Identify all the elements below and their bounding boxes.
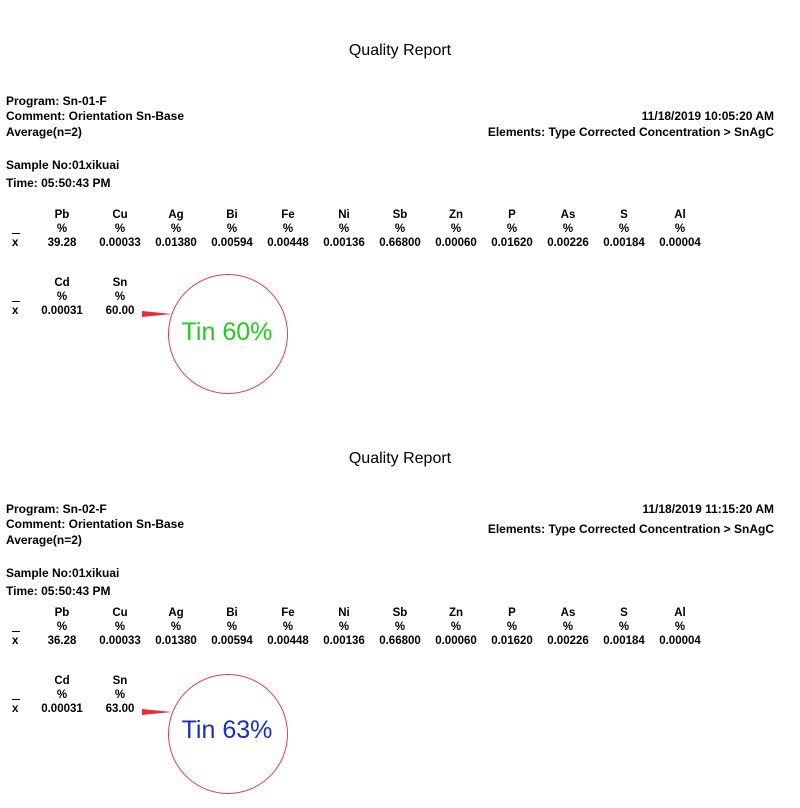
unit-label: % xyxy=(56,689,68,701)
unit-label: % xyxy=(170,621,182,633)
unit-label: % xyxy=(562,621,574,633)
sample-number: Sample No:01xikuai xyxy=(6,566,120,580)
element-value: 0.00226 xyxy=(547,237,589,249)
element-value: 0.01620 xyxy=(491,237,533,249)
element-symbol: Bi xyxy=(226,209,238,221)
element-symbol: As xyxy=(560,209,576,221)
element-symbol: Sn xyxy=(112,277,128,289)
element-value: 0.00033 xyxy=(99,635,141,647)
tin-value: 63.00 xyxy=(105,703,135,715)
report-datetime: 11/18/2019 11:15:20 AM xyxy=(642,502,774,516)
unit-label: % xyxy=(338,223,350,235)
element-symbol: Cd xyxy=(54,277,70,289)
program-label: Program: Sn-01-F xyxy=(6,94,107,108)
value-row xyxy=(6,634,708,648)
element-symbol: As xyxy=(560,607,576,619)
value-row xyxy=(6,702,148,716)
element-symbol: Ni xyxy=(338,607,350,619)
element-value: 0.00184 xyxy=(603,237,645,249)
report-title: Quality Report xyxy=(348,450,452,467)
quality-report-2 xyxy=(0,408,800,808)
comment-label: Comment: Orientation Sn-Base xyxy=(6,517,185,531)
unit-label: % xyxy=(394,223,406,235)
element-value: 0.00448 xyxy=(267,237,309,249)
element-symbol: Ag xyxy=(168,607,184,619)
element-symbol: P xyxy=(508,607,516,619)
element-value: 0.00448 xyxy=(267,635,309,647)
element-value: 0.00226 xyxy=(547,635,589,647)
element-value: 0.01380 xyxy=(155,237,197,249)
unit-row xyxy=(6,290,148,304)
unit-label: % xyxy=(170,223,182,235)
unit-label: % xyxy=(562,223,574,235)
element-value: 0.00033 xyxy=(99,237,141,249)
unit-label: % xyxy=(114,223,126,235)
element-symbol: Fe xyxy=(281,209,295,221)
report-datetime: 11/18/2019 10:05:20 AM xyxy=(641,109,774,123)
symbol-row xyxy=(6,674,148,688)
unit-label: % xyxy=(450,223,462,235)
element-value: 0.00004 xyxy=(659,635,701,647)
callout-text: Tin 60% xyxy=(181,318,273,346)
element-table-secondary xyxy=(6,276,148,318)
element-symbol: Cu xyxy=(112,607,128,619)
mean-symbol: x xyxy=(12,305,19,317)
element-value: 0.66800 xyxy=(379,237,421,249)
element-value: 0.01380 xyxy=(155,635,197,647)
element-value: 0.01620 xyxy=(491,635,533,647)
unit-label: % xyxy=(56,291,68,303)
element-symbol: Pb xyxy=(54,209,70,221)
unit-label: % xyxy=(282,223,294,235)
unit-label: % xyxy=(114,291,126,303)
unit-label: % xyxy=(114,689,126,701)
symbol-row xyxy=(6,276,148,290)
tin-value: 60.00 xyxy=(105,305,135,317)
element-symbol: Fe xyxy=(281,607,295,619)
unit-label: % xyxy=(56,223,68,235)
element-value: 0.00060 xyxy=(435,635,477,647)
mean-symbol: x xyxy=(12,237,19,249)
element-symbol: S xyxy=(620,209,628,221)
element-value: 0.00594 xyxy=(211,635,253,647)
element-table-secondary xyxy=(6,674,148,716)
unit-label: % xyxy=(506,621,518,633)
program-label: Program: Sn-02-F xyxy=(6,502,107,516)
value-row xyxy=(6,304,148,318)
unit-label: % xyxy=(114,621,126,633)
unit-row xyxy=(6,222,708,236)
element-symbol: Sn xyxy=(112,675,128,687)
element-symbol: Zn xyxy=(448,607,464,619)
element-value: 0.00184 xyxy=(603,635,645,647)
report-title: Quality Report xyxy=(348,42,452,59)
unit-label: % xyxy=(674,223,686,235)
quality-report-1 xyxy=(0,0,800,400)
unit-row xyxy=(6,620,708,634)
element-symbol: Bi xyxy=(226,607,238,619)
element-table-main xyxy=(6,208,708,250)
comment-label: Comment: Orientation Sn-Base xyxy=(6,109,185,123)
sample-number: Sample No:01xikuai xyxy=(6,158,120,172)
element-value: 39.28 xyxy=(47,237,77,249)
element-symbol: Cd xyxy=(54,675,70,687)
mean-symbol: x xyxy=(12,703,19,715)
unit-label: % xyxy=(394,621,406,633)
unit-label: % xyxy=(56,621,68,633)
average-label: Average(n=2) xyxy=(6,125,82,139)
unit-label: % xyxy=(618,621,630,633)
element-value: 0.00031 xyxy=(41,703,83,715)
element-symbol: Sb xyxy=(392,607,408,619)
element-symbol: Pb xyxy=(54,607,70,619)
elements-info: Elements: Type Corrected Concentration > SnAgC xyxy=(487,522,774,536)
element-value: 0.00136 xyxy=(323,635,365,647)
element-symbol: Al xyxy=(674,209,686,221)
unit-label: % xyxy=(674,621,686,633)
unit-label: % xyxy=(282,621,294,633)
element-symbol: Cu xyxy=(112,209,128,221)
unit-row xyxy=(6,688,148,702)
symbol-row xyxy=(6,606,708,620)
symbol-row xyxy=(6,208,708,222)
element-symbol: P xyxy=(508,209,516,221)
unit-label: % xyxy=(226,621,238,633)
unit-label: % xyxy=(450,621,462,633)
sample-time: Time: 05:50:43 PM xyxy=(6,584,111,598)
unit-label: % xyxy=(226,223,238,235)
unit-label: % xyxy=(506,223,518,235)
value-row xyxy=(6,236,708,250)
element-symbol: S xyxy=(620,607,628,619)
element-symbol: Sb xyxy=(392,209,408,221)
element-value: 0.00004 xyxy=(659,237,701,249)
element-value: 0.00594 xyxy=(211,237,253,249)
unit-label: % xyxy=(618,223,630,235)
element-value: 0.66800 xyxy=(379,635,421,647)
element-value: 0.00136 xyxy=(323,237,365,249)
average-label: Average(n=2) xyxy=(6,533,82,547)
callout-pointer xyxy=(142,311,172,317)
elements-info: Elements: Type Corrected Concentration > SnAgC xyxy=(487,125,774,139)
element-symbol: Ag xyxy=(168,209,184,221)
callout-pointer xyxy=(142,709,172,715)
element-value: 0.00031 xyxy=(41,305,83,317)
callout-text: Tin 63% xyxy=(181,716,273,744)
mean-symbol: x xyxy=(12,635,19,647)
element-symbol: Al xyxy=(674,607,686,619)
sample-time: Time: 05:50:43 PM xyxy=(6,176,111,190)
element-table-main xyxy=(6,606,708,648)
element-value: 36.28 xyxy=(47,635,77,647)
element-symbol: Zn xyxy=(448,209,464,221)
element-value: 0.00060 xyxy=(435,237,477,249)
unit-label: % xyxy=(338,621,350,633)
element-symbol: Ni xyxy=(338,209,350,221)
